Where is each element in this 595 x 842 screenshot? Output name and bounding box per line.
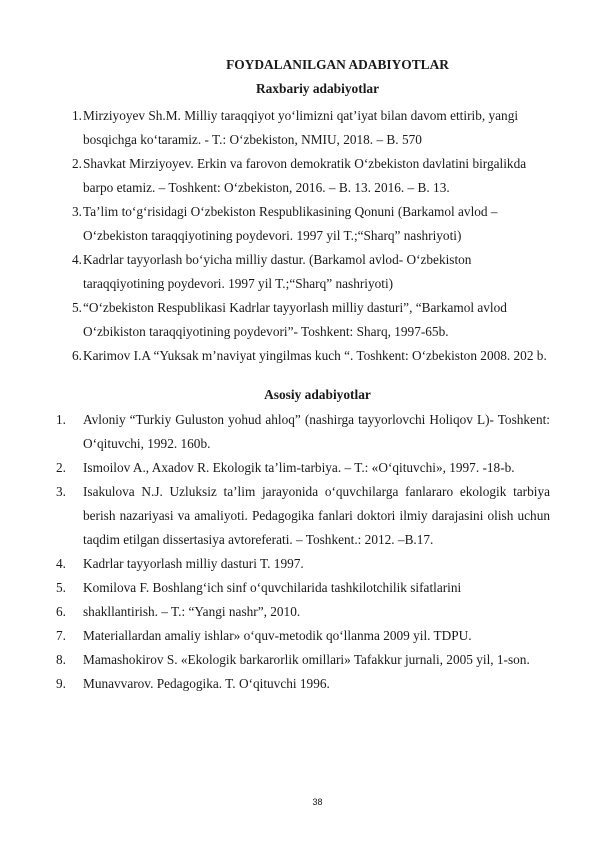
item-number: 2 . [72, 152, 82, 176]
item-text: shakllantirish. – T.: “Yangi nashr”, 2010. [83, 604, 301, 619]
section-heading-guiding-literature: Raxbariy adabiyotlar [255, 81, 380, 96]
list-item [56, 480, 550, 552]
list-item [56, 672, 550, 696]
item-number: 9 . [56, 672, 66, 696]
item-text: Karimov I.A “Yuksak m’naviyat yingilmas kuch “. Toshkent: O‘zbekiston 2008. 202 b. [83, 348, 547, 363]
item-number: 8 . [56, 648, 66, 672]
list-item [56, 576, 550, 600]
item-number: 6 . [72, 344, 82, 368]
list-item [56, 552, 550, 576]
item-text: Kadrlar tayyorlash bo‘yicha milliy dastur. (Barkamol avlod- O‘zbekiston taraqqiyotining poydevori. 1997 yil T.;“Sharq” nashriyoti) [83, 252, 472, 291]
list-item [56, 200, 550, 248]
main-literature-list [56, 408, 550, 696]
item-number: 5 . [56, 576, 66, 600]
item-number: 4 . [56, 552, 66, 576]
item-number: 5 . [72, 296, 82, 320]
item-text: Shavkat Mirziyoyev. Erkin va farovon demokratik O‘zbekiston davlatini birgalikda barpo etamiz. – Toshkent: O‘zbekiston, 2016. – B. 13. 2016. – B. 13. [83, 156, 527, 195]
item-text: “O‘zbekiston Respublikasi Kadrlar tayyorlash milliy dasturi”, “Barkamol avlod O‘zbikiston taraqqiyotining poydevori”- Toshkent: Sharq, 1997-65b. [83, 300, 507, 339]
item-text: Ismoilov A., Axadov R. Ekologik ta’lim-tarbiya. – T.: «O‘qituvchi», 1997. -18-b. [83, 460, 515, 475]
item-number: 1 . [56, 408, 66, 432]
item-number: 2 . [56, 456, 66, 480]
list-item [56, 104, 550, 152]
item-text: Isakulova N.J. Uzluksiz ta’lim jarayonida o‘quvchilarga fanlararo ekologik tarbiya berish nazariyasi va amaliyoti. Pedagogika fanlari doktori ilmiy darajasini olish uchun taqdim etilgan dissertasiya avtoreferati. – Toshkent.: 2012. –B.17. [83, 484, 550, 547]
item-text: Ta’lim to‘g‘risidagi O‘zbekiston Respublikasining Qonuni (Barkamol avlod – O‘zbekiston taraqqiyotining poydevori. 1997 yil T.;“Sharq” nashriyoti) [83, 204, 498, 243]
list-item [56, 648, 550, 672]
list-item [56, 152, 550, 200]
list-item [56, 248, 550, 296]
page-number: 38 [312, 797, 323, 807]
item-number: 3 . [72, 200, 82, 224]
section-heading-main-literature: Asosiy adabiyotlar [264, 387, 371, 402]
item-number: 3 . [56, 480, 66, 504]
item-number: 4 . [72, 248, 82, 272]
item-text: Mirziyoyev Sh.M. Milliy taraqqiyot yo‘limizni qat’iyat bilan davom ettirib, yangi bosqichga ko‘taramiz. - T.: O‘zbekiston, NMIU, 2018. – B. 570 [83, 108, 519, 147]
list-item [56, 408, 550, 456]
item-text: Komilova F. Boshlang‘ich sinf o‘quvchilarida tashkilotchilik sifatlarini [83, 580, 462, 595]
item-text: Munavvarov. Pedagogika. T. O‘qituvchi 1996. [83, 676, 330, 691]
item-number: 1 . [72, 104, 82, 128]
item-text: Kadrlar tayyorlash milliy dasturi T. 1997. [83, 556, 304, 571]
item-number: 6 . [56, 600, 66, 624]
guiding-literature-list [56, 104, 550, 368]
item-text: Mamashokirov S. «Ekologik barkarorlik omillari» Tafakkur jurnali, 2005 yil, 1-son. [83, 652, 530, 667]
list-item [56, 456, 550, 480]
page-title: FOYDALANILGAN ADABIYOTLAR [226, 57, 449, 72]
list-item [56, 344, 550, 368]
list-item [56, 624, 550, 648]
item-text: Materiallardan amaliy ishlar» o‘quv-metodik qo‘llanma 2009 yil. TDPU. [83, 628, 472, 643]
item-text: Avloniy “Turkiy Guluston yohud ahloq” (nashirga tayyorlovchi Holiqov L)- Toshkent: O‘qituvchi, 1992. 160b. [83, 412, 550, 451]
list-item [56, 600, 550, 624]
item-number: 7 . [56, 624, 66, 648]
list-item [56, 296, 550, 344]
